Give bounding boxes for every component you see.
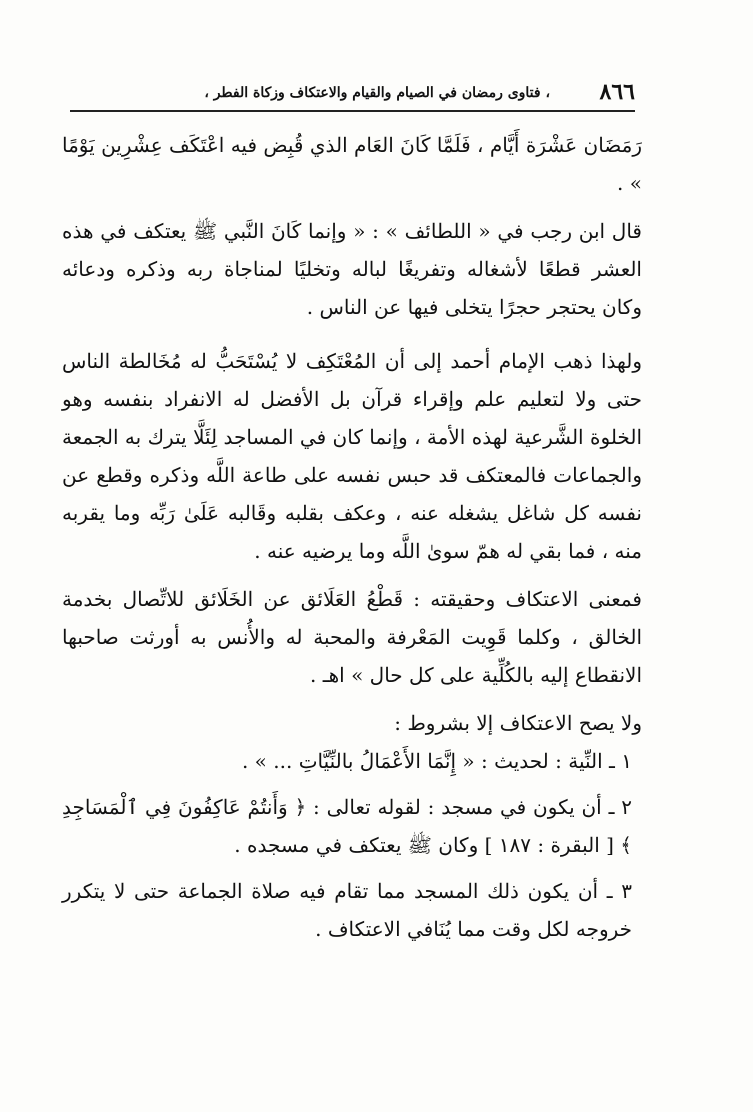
running-title: ، فتاوى رمضان في الصيام والقيام والاعتكاف وزكاة الفطر ،: [204, 85, 550, 101]
condition-item-1: ١ ـ النِّية : لحديث : « إِنَّمَا الأَعْمَالُ بالنِّيَّاتِ ... » .: [241, 749, 632, 773]
condition-item-2: ٢ ـ أن يكون في مسجد : لقوله تعالى : ﴿ وَأَنتُمْ عَاكِفُونَ فِي ٱلْمَسَاجِدِ ﴾ [ البقرة : ١٨٧ ] وكان ﷺ يعتكف في مسجده .: [62, 795, 632, 857]
page-number: ٨٦٦: [599, 79, 635, 105]
page-body: [62, 126, 642, 948]
paragraph-4: فمعنى الاعتكاف وحقيقته : قَطْعُ العَلَائق عن الخَلَائق للاتِّصال بخدمة الخالق ، وكلما قَوِيت المَعْرفة والمحبة له والأُنس به أورثت صاحبها الانقطاع إليه بالكُلِّية على كل حال » اهـ .: [62, 587, 642, 687]
condition-item-3: ٣ ـ أن يكون ذلك المسجد مما تقام فيه صلاة الجماعة حتى لا يتكرر خروجه لكل وقت مما يُنَافي الاعتكاف .: [62, 879, 632, 941]
paragraph-2: قال ابن رجب في « اللطائف » : « وإنما كَانَ النَّبي ﷺ يعتكف في هذه العشر قطعًا لأشغاله وتفريغًا لباله وتخليًا لمناجاة ربه وذكره ودعائه وكان يحتجر حجرًا يتخلى فيها عن الناس .: [62, 219, 642, 319]
paragraph-1: رَمَضَان عَشْرَة أَيَّام ، فَلَمَّا كَانَ العَام الذي قُبِض فيه اعْتَكَف عِشْرِين يَوْمًا » .: [62, 133, 642, 195]
header-rule: [70, 110, 635, 112]
page-header: [70, 78, 635, 108]
paragraph-5: ولا يصح الاعتكاف إلا بشروط :: [394, 711, 642, 735]
paragraph-3: ولهذا ذهب الإمام أحمد إلى أن المُعْتَكِف لا يُسْتَحَبُّ له مُخَالطة الناس حتى ولا لتعليم علم وإقراء قرآن بل الأفضل له الانفراد بنفسه وهو الخلوة الشَّرعية لهذه الأمة ، وإنما كان في المساجد لِئَلَّا يترك به الجمعة والجماعات فالمعتكف قد حبس نفسه على طاعة اللَّه وذكره وقطع عن نفسه كل شاغل يشغله عنه ، وعكف بقلبه وقَالبه عَلَىٰ رَبِّه وما يقربه منه ، فما بقي له همّ سوىٰ اللَّه وما يرضيه عنه .: [62, 349, 642, 563]
